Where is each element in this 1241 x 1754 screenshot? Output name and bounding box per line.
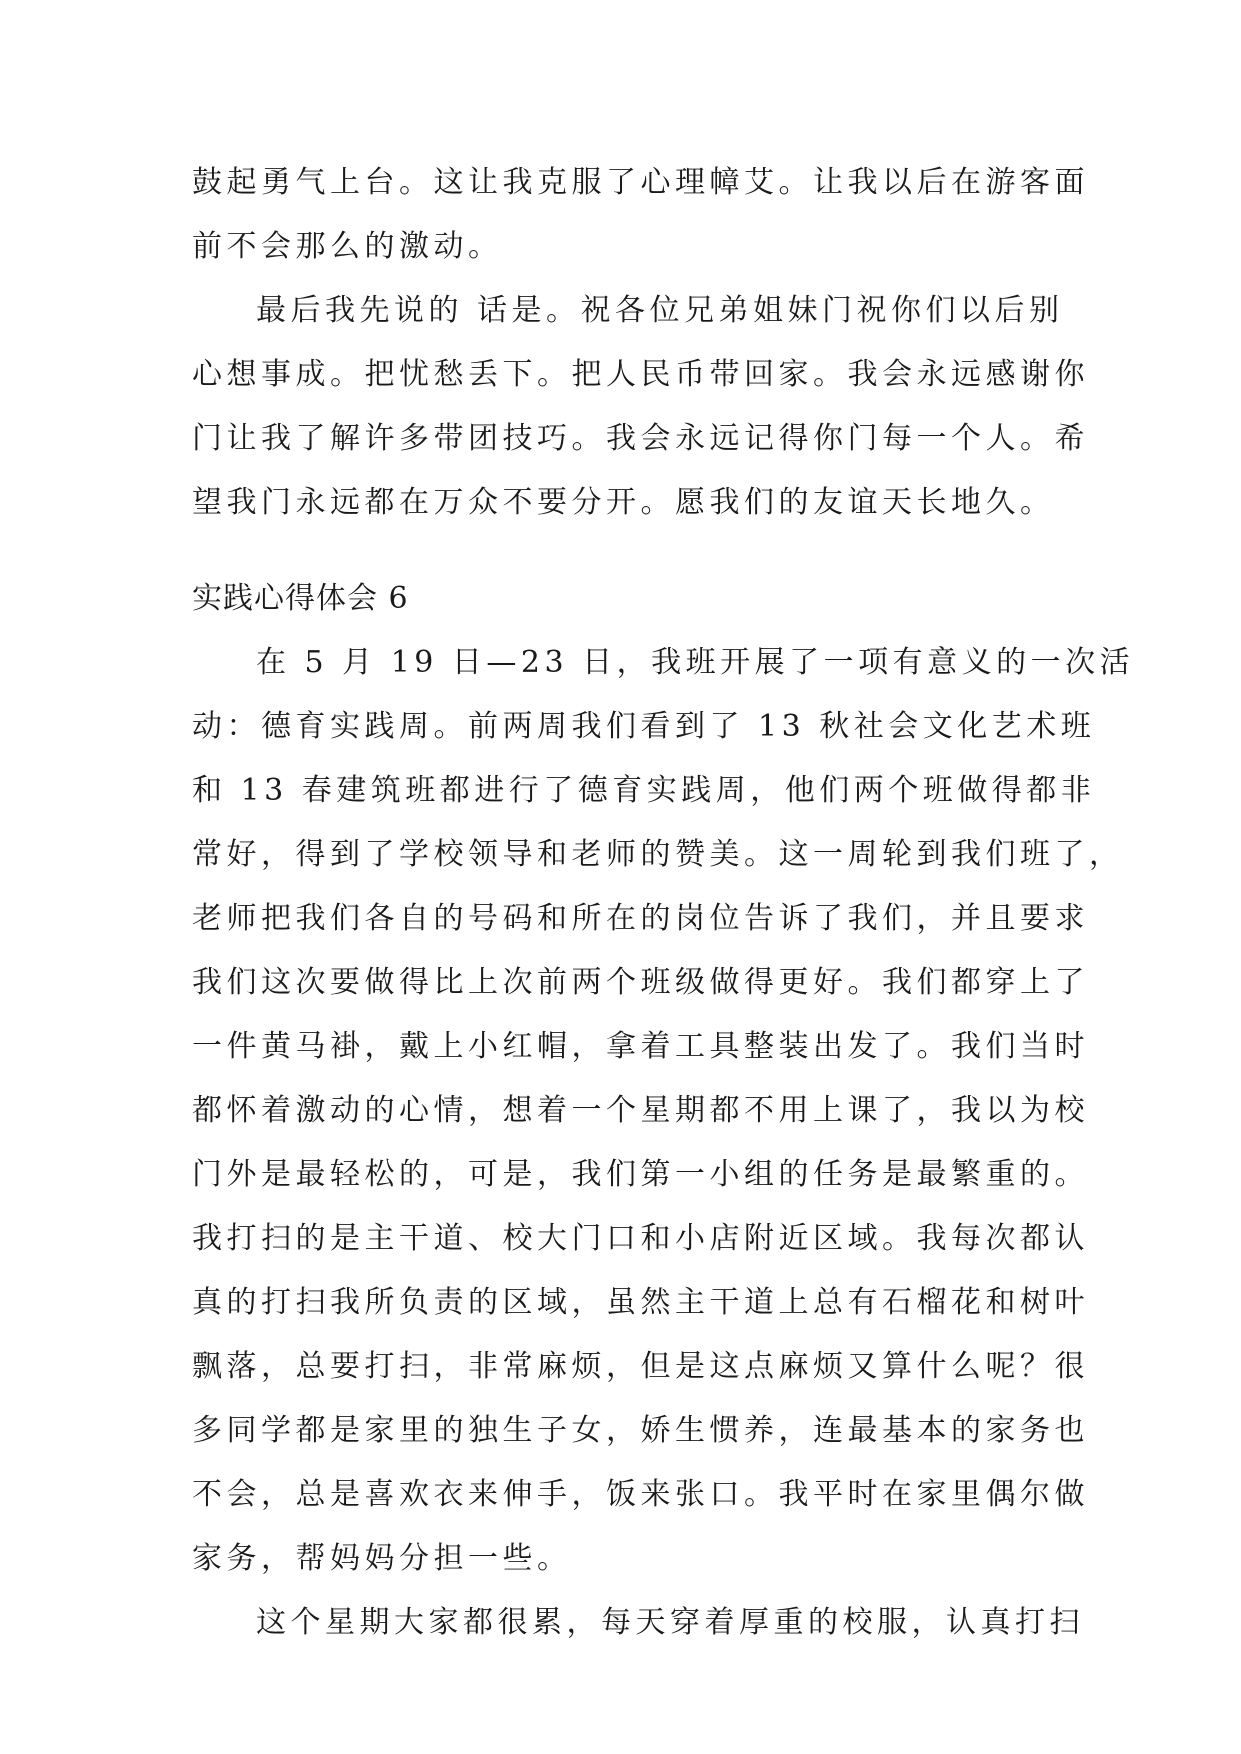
paragraph-line: 多同学都是家里的独生子女，娇生惯养，连最基本的家务也 (192, 1413, 1089, 1448)
paragraph-line: 常好，得到了学校领导和老师的赞美。这一周轮到我们班了， (192, 837, 1124, 872)
paragraph-line: 心想事成。把忧愁丢下。把人民币带回家。我会永远感谢你 (192, 357, 1089, 392)
paragraph-line: 前不会那么的激动。 (192, 229, 503, 264)
paragraph-line: 在 5 月 19 日—23 日，我班开展了一项有意义的一次活 (256, 645, 1135, 680)
paragraph-line: 和 13 春建筑班都进行了德育实践周，他们两个班做得都非 (192, 773, 1096, 808)
paragraph-line: 一件黄马褂，戴上小红帽，拿着工具整装出发了。我们当时 (192, 1029, 1089, 1064)
paragraph-line: 不会，总是喜欢衣来伸手，饭来张口。我平时在家里偶尔做 (192, 1477, 1089, 1512)
paragraph-line: 望我门永远都在万众不要分开。愿我们的友谊天长地久。 (192, 485, 1055, 520)
paragraph-line: 门让我了解许多带团技巧。我会永远记得你门每一个人。希 (192, 421, 1089, 456)
paragraph-line: 鼓起勇气上台。这让我克服了心理幛艾。让我以后在游客面 (192, 165, 1089, 200)
section-heading: 实践心得体会 6 (192, 581, 409, 616)
paragraph-line: 老师把我们各自的号码和所在的岗位告诉了我们，并且要求 (192, 901, 1089, 936)
paragraph-line: 最后我先说的 话是。祝各位兄弟姐妹门祝你们以后别 (256, 293, 1064, 328)
paragraph-line: 门外是最轻松的，可是，我们第一小组的任务是最繁重的。 (192, 1157, 1089, 1192)
paragraph-line: 我打扫的是主干道、校大门口和小店附近区域。我每次都认 (192, 1221, 1089, 1256)
paragraph-line: 动：德育实践周。前两周我们看到了 13 秋社会文化艺术班 (192, 709, 1096, 744)
paragraph-line: 飘落，总要打扫，非常麻烦，但是这点麻烦又算什么呢？很 (192, 1349, 1089, 1384)
paragraph-line: 真的打扫我所负责的区域，虽然主干道上总有石榴花和树叶 (192, 1285, 1089, 1320)
paragraph-line: 我们这次要做得比上次前两个班级做得更好。我们都穿上了 (192, 965, 1089, 1000)
paragraph-line: 家务，帮妈妈分担一些。 (192, 1541, 572, 1576)
paragraph-line: 都怀着激动的心情，想着一个星期都不用上课了，我以为校 (192, 1093, 1089, 1128)
paragraph-line: 这个星期大家都很累，每天穿着厚重的校服，认真打扫 (256, 1605, 1084, 1640)
